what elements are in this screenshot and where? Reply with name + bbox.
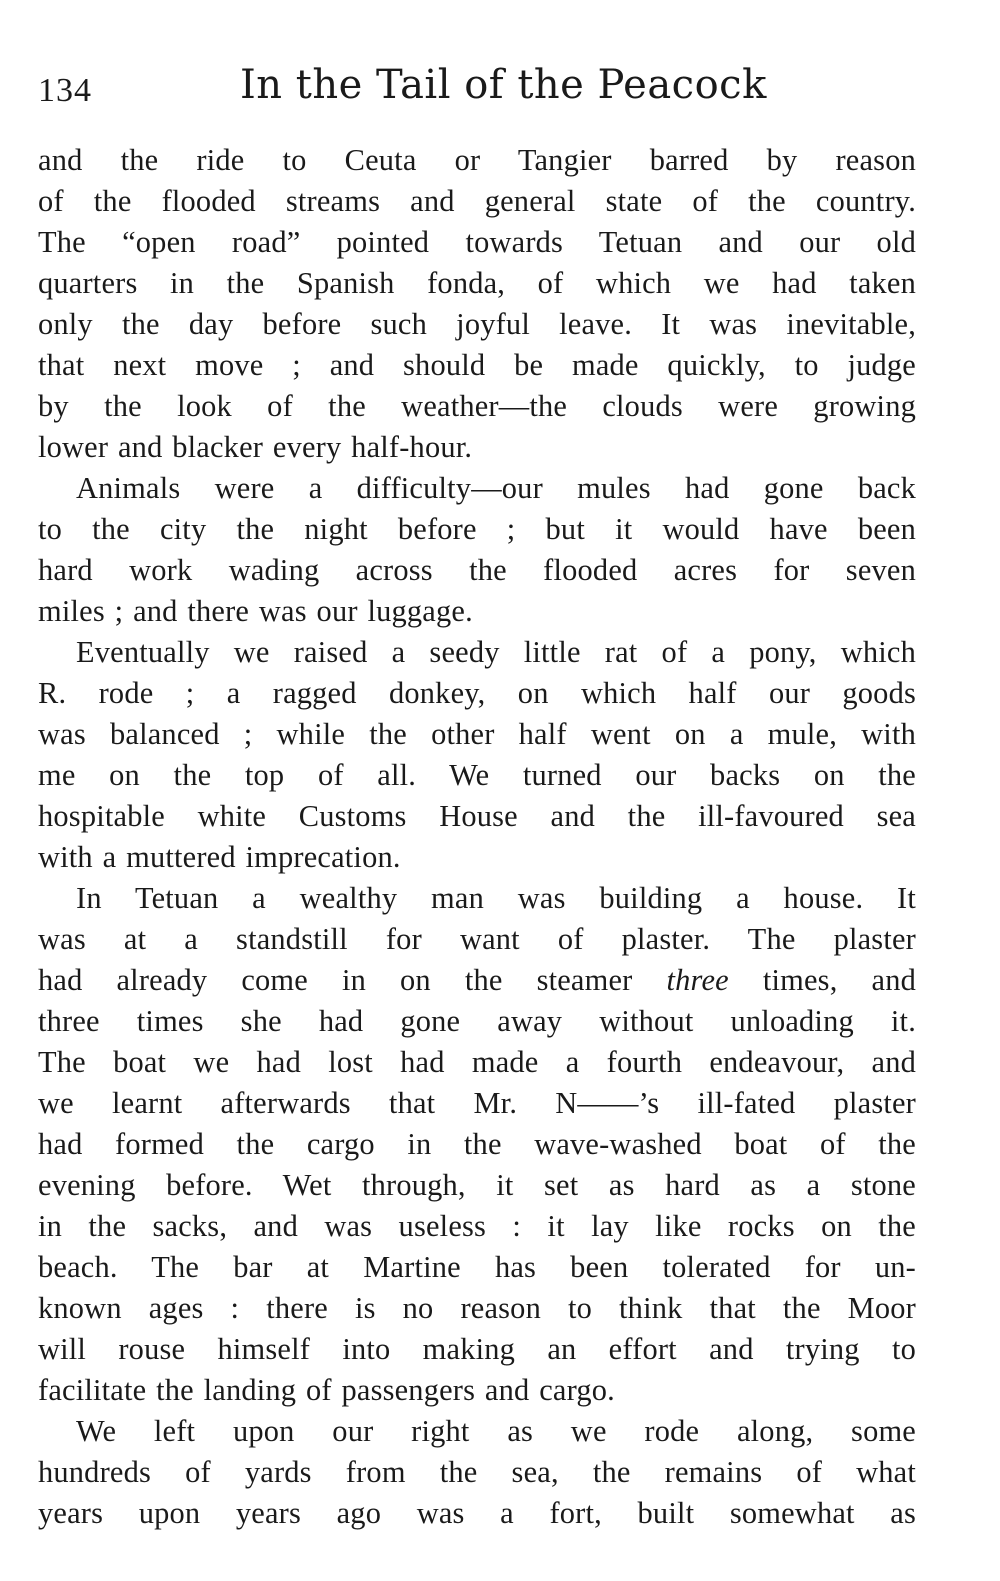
paragraph (38, 468, 916, 632)
text-line: to the city the night before ; but it would have been (38, 512, 916, 546)
text-segment: had already come in on the steamer (38, 963, 633, 997)
text-line: evening before. Wet through, it set as hard as a stone (38, 1168, 916, 1202)
text-line: was balanced ; while the other half went on a mule, with (38, 717, 916, 751)
text-line: The boat we had lost had made a fourth endeavour, and (38, 1045, 916, 1079)
paragraph (38, 878, 916, 1411)
text-line: R. rode ; a ragged donkey, on which half our goods (38, 676, 916, 710)
text-line: three times she had gone away without unloading it. (38, 1004, 916, 1038)
text-line: and the ride to Ceuta or Tangier barred by reason (38, 143, 916, 177)
text-segment: times, and (762, 963, 916, 997)
text-line: In Tetuan a wealthy man was building a house. It (76, 881, 916, 915)
text-line: with a muttered imprecation. (38, 840, 401, 874)
book-title: In the Tail of the Peacock (240, 62, 767, 108)
text-line: had formed the cargo in the wave-washed boat of the (38, 1127, 916, 1161)
text-line: hard work wading across the flooded acres for seven (38, 553, 916, 587)
text-line: Eventually we raised a seedy little rat of a pony, which (76, 635, 916, 669)
text-line: hundreds of yards from the sea, the remains of what (38, 1455, 916, 1489)
text-line (38, 960, 916, 1001)
emphasis-word: three (666, 963, 729, 997)
paragraph (38, 632, 916, 878)
text-line: me on the top of all. We turned our backs on the (38, 758, 916, 792)
text-line: known ages : there is no reason to think that the Moor (38, 1291, 916, 1325)
text-line: in the sacks, and was useless : it lay like rocks on the (38, 1209, 916, 1243)
text-line: by the look of the weather—the clouds were growing (38, 389, 916, 423)
paragraph (38, 1411, 916, 1534)
paragraph (38, 140, 916, 468)
text-line: of the flooded streams and general state of the country. (38, 184, 916, 218)
text-line: miles ; and there was our luggage. (38, 594, 473, 628)
text-line: beach. The bar at Martine has been tolerated for un- (38, 1250, 916, 1284)
text-line: years upon years ago was a fort, built somewhat as (38, 1496, 916, 1530)
text-line: we learnt afterwards that Mr. N——’s ill-fated plaster (38, 1086, 916, 1120)
text-line: quarters in the Spanish fonda, of which we had taken (38, 266, 916, 300)
text-line: lower and blacker every half-hour. (38, 430, 473, 464)
text-line: that next move ; and should be made quickly, to judge (38, 348, 916, 382)
text-line: only the day before such joyful leave. It was inevitable, (38, 307, 916, 341)
text-line: hospitable white Customs House and the ill-favoured sea (38, 799, 916, 833)
text-line: Animals were a difficulty—our mules had gone back (76, 471, 916, 505)
running-head (38, 62, 918, 122)
body-text (38, 140, 916, 1534)
text-line: was at a standstill for want of plaster. The plaster (38, 922, 916, 956)
text-line: We left upon our right as we rode along, some (76, 1414, 916, 1448)
text-line: will rouse himself into making an effort and trying to (38, 1332, 916, 1366)
text-line: The “open road” pointed towards Tetuan and our old (38, 225, 916, 259)
text-line: facilitate the landing of passengers and cargo. (38, 1373, 615, 1407)
page-number: 134 (38, 72, 92, 109)
